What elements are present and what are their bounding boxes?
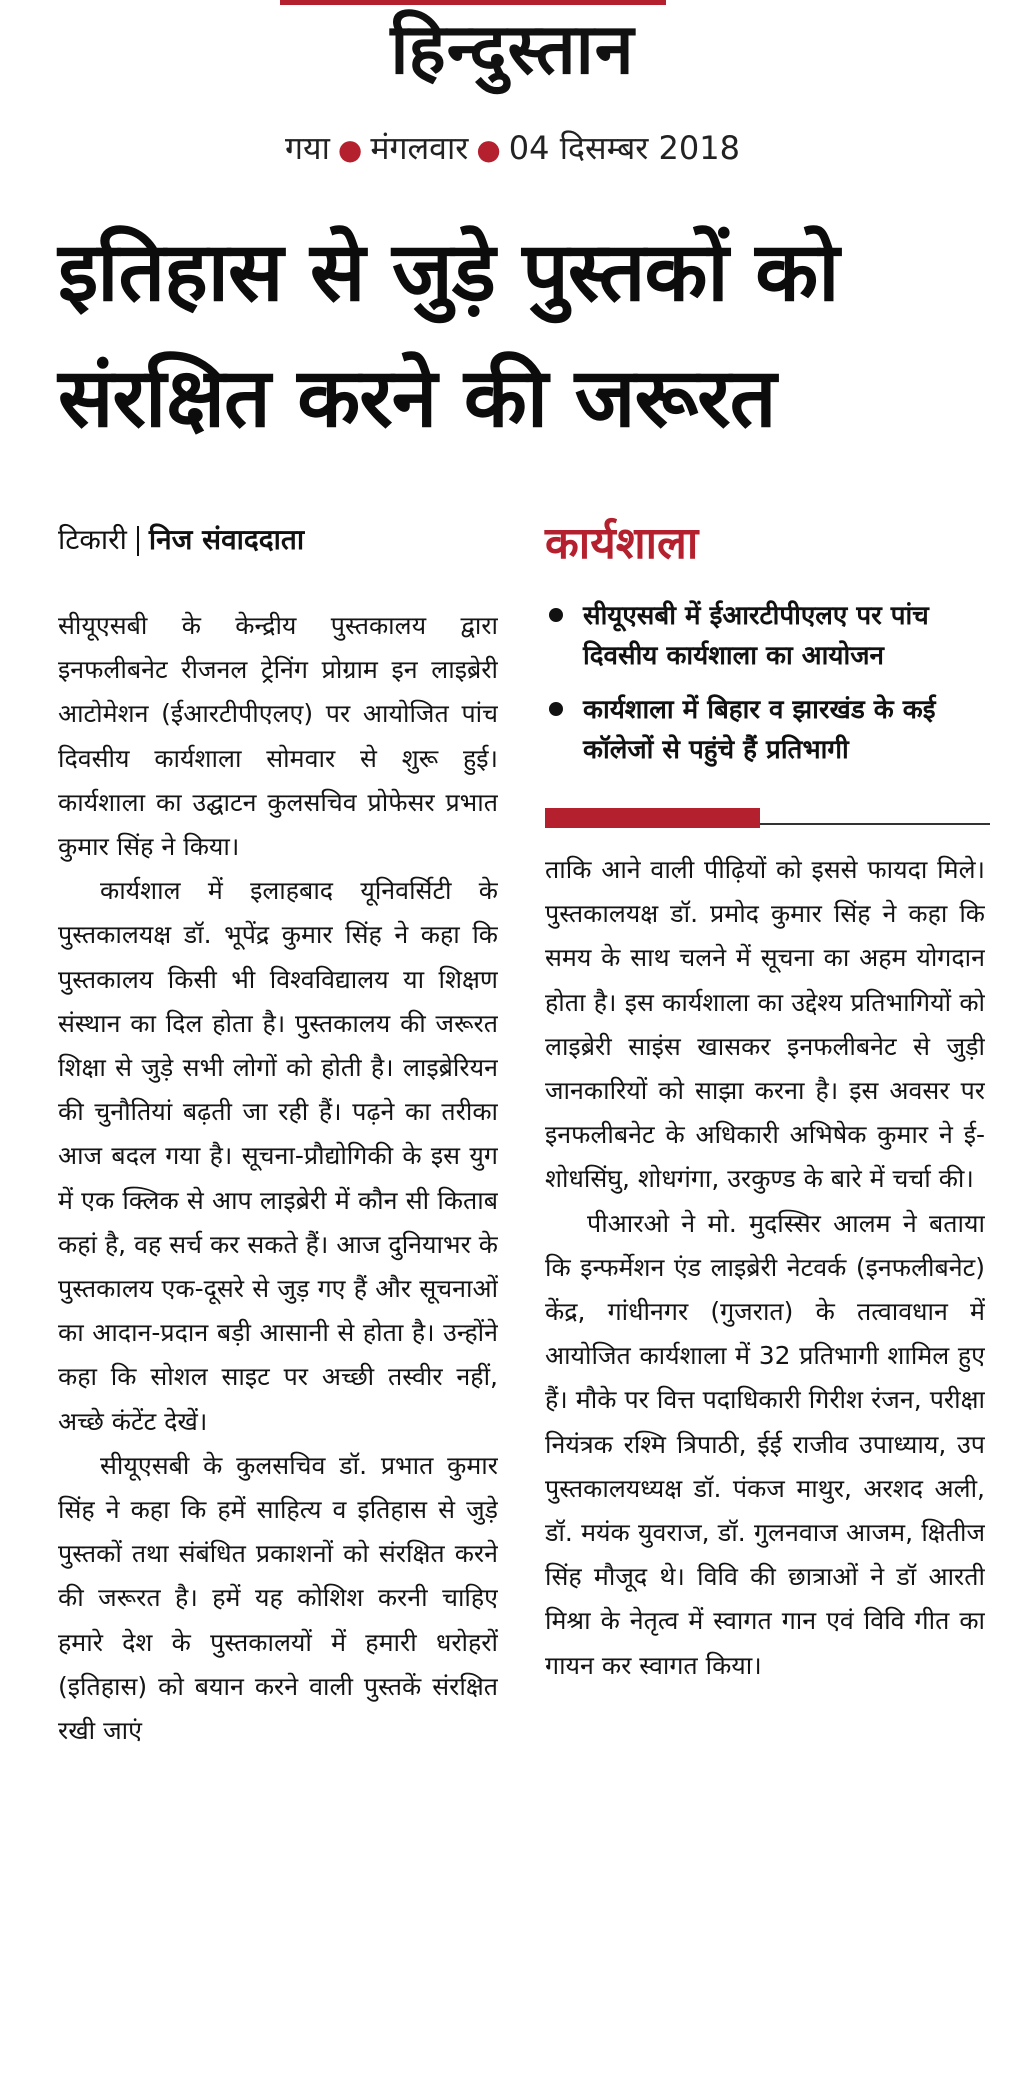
section-divider-line: [760, 823, 990, 825]
separator-dot-icon: ●: [337, 133, 363, 166]
sidebar-highlights: [545, 596, 990, 784]
dateline: [0, 128, 1025, 170]
article-paragraph: कार्यशाल में इलाहबाद यूनिवर्सिटी के पुस्तकालयक्ष डॉ. भूपेंद्र कुमार सिंह ने कहा कि पुस्तकालय किसी भी विश्वविद्यालय या शिक्षण संस्थान का दिल होता है। पुस्तकालय की जरूरत शिक्षा से जुड़े सभी लोगों को होती है। लाइब्रेरियन की चुनौतियां बढ़ती जा रही हैं। पढ़ने का तरीका आज बदल गया है। सूचना-प्रौद्योगिकी के इस युग में एक क्लिक से आप लाइब्रेरी में कौन सी किताब कहां है, वह सर्च कर सकते हैं। आज दुनियाभर के पुस्तकालय एक-दूसरे से जुड़ गए हैं और सूचनाओं का आदान-प्रदान बड़ी आसानी से होता है। उन्होंने कहा कि सोशल साइट पर अच्छी तस्वीर नहीं, अच्छे कंटेंट देखें।: [58, 876, 498, 1436]
newspaper-masthead: हिन्दुस्तान: [390, 8, 635, 90]
sidebar-highlight-text: सीयूएसबी में ईआरटीपीएलए पर पांच दिवसीय कार्यशाला का आयोजन: [583, 601, 929, 671]
sidebar-highlight-text: कार्यशाला में बिहार व झारखंड के कई कॉलेजों से पहुंचे हैं प्रतिभागी: [583, 695, 936, 765]
article-paragraph: सीयूएसबी के केन्द्रीय पुस्तकालय द्वारा इनफलीबनेट रीजनल ट्रेनिंग प्रोग्राम इन लाइब्रेरी आटोमेशन (ईआरटीपीएलए) पर आयोजित पांच दिवसीय कार्यशाला सोमवार से शुरू हुई। कार्यशाला का उद्घाटन कुलसचिव प्रोफेसर प्रभात कुमार सिंह ने किया।: [58, 611, 498, 862]
dateline-day: मंगलवार: [370, 129, 469, 167]
headline: [58, 210, 988, 462]
bullet-icon: [549, 702, 563, 716]
bullet-icon: [549, 608, 563, 622]
separator-dot-icon: ●: [476, 133, 501, 166]
article-paragraph: ताकि आने वाली पीढ़ियों को इससे फायदा मिले। पुस्तकालयक्ष डॉ. प्रमोद कुमार सिंह ने कहा कि समय के साथ चलने में सूचना का अहम योगदान होता है। इस कार्यशाला का उद्देश्य प्रतिभागियों को लाइब्रेरी साइंस खासकर इनफलीबनेट से जुड़ी जानकारियों को साझा करना है। इस अवसर पर इनफलीबनेट के अधिकारी अभिषेक कुमार ने ई-शोधसिंघु, शोधगंगा, उरकुण्ड के बारे में चर्चा की।: [545, 855, 985, 1194]
sidebar-title: कार्यशाला: [545, 518, 699, 569]
article-paragraph: सीयूएसबी के कुलसचिव डॉ. प्रभात कुमार सिंह ने कहा कि हमें साहित्य व इतिहास से जुड़े पुस्तकों तथा संबंधित प्रकाशनों को संरक्षित करने की जरूरत है। हमें यह कोशिश करनी चाहिए हमारे देश के पुस्तकालयों में हमारी धरोहरों (इतिहास) को बयान करने वाली पुस्तकें संरक्षित रखी जाएं: [58, 1450, 498, 1746]
article-paragraph: पीआरओ ने मो. मुदस्सिर आलम ने बताया कि इन्फर्मेशन एंड लाइब्रेरी नेटवर्क (इनफलीबनेट) केंद्र, गांधीनगर (गुजरात) के तत्वावधान में आयोजित कार्यशाला में 32 प्रतिभागी शामिल हुए हैं। मौके पर वित्त पदाधिकारी गिरीश रंजन, परीक्षा नियंत्रक रश्मि त्रिपाठी, ईई राजीव उपाध्याय, उप पुस्तकालयध्यक्ष डॉ. पंकज माथुर, अरशद अली, डॉ. मयंक युवराज, डॉ. गुलनवाज आजम, क्षितीज सिंह मौजूद थे। विवि की छात्राओं ने डॉ आरती मिश्रा के नेतृत्व में स्वागत गान एवं विवि गीत का गायन कर स्वागत किया।: [545, 1208, 985, 1680]
headline-line-2: संरक्षित करने की जरूरत: [58, 351, 776, 446]
sidebar-highlight-item: [545, 596, 990, 676]
masthead-top-rule: [280, 0, 666, 5]
headline-line-1: इतिहास से जुड़े पुस्तकों को: [58, 225, 839, 320]
sidebar-highlight-item: [545, 690, 990, 770]
byline: [58, 518, 498, 562]
byline-reporter: निज संवाददाता: [148, 523, 305, 556]
byline-divider: [137, 526, 139, 556]
section-divider-accent: [545, 808, 760, 828]
byline-place: टिकारी: [58, 523, 127, 556]
article-column-left: [58, 604, 498, 2076]
dateline-city: गया: [285, 129, 330, 167]
dateline-date: 04 दिसम्बर 2018: [508, 129, 740, 167]
article-column-right: [545, 848, 985, 2068]
